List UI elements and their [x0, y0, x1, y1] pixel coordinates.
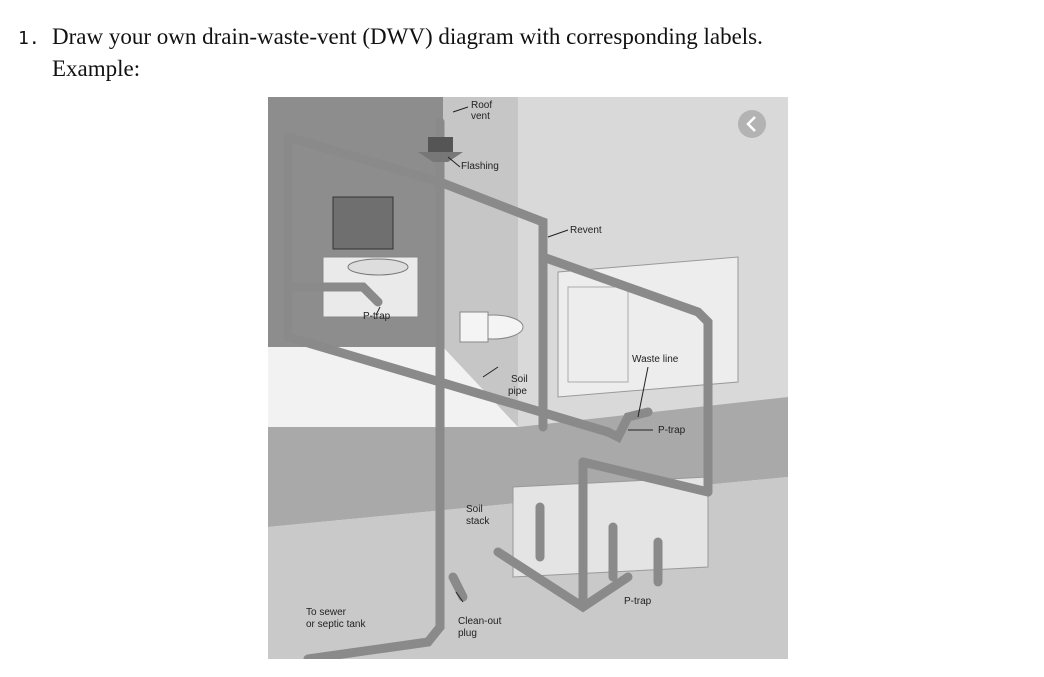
ptrap-bottom-label: P-trap — [624, 596, 652, 607]
cleanout-label-1: Clean-out — [458, 616, 502, 627]
ptrap-right-label: P-trap — [658, 425, 686, 436]
question-subtext: Example: — [52, 56, 141, 81]
soil-stack-label-1: Soil — [466, 504, 483, 515]
question — [18, 22, 763, 84]
dwv-diagram — [268, 97, 788, 659]
roof-vent-label-2: vent — [471, 111, 490, 122]
mirror — [333, 197, 393, 249]
waste-line-label: Waste line — [632, 354, 679, 365]
ptrap-left-label: P-trap — [363, 311, 391, 322]
back-button-circle — [738, 110, 766, 138]
sewer-label-1: To sewer — [306, 607, 347, 618]
question-line — [18, 22, 763, 54]
flashing-label: Flashing — [461, 161, 499, 172]
cleanout-label-2: plug — [458, 628, 477, 639]
sewer-label-2: or septic tank — [306, 619, 366, 630]
soil-stack-label-2: stack — [466, 516, 490, 527]
roof-vent-cap — [428, 137, 453, 152]
back-button[interactable] — [738, 110, 766, 138]
revent-label: Revent — [570, 225, 602, 236]
soil-pipe-label-2: pipe — [508, 386, 527, 397]
soil-pipe-label-1: Soil — [511, 374, 528, 385]
question-number: 1. — [18, 28, 40, 49]
roof-vent-label-1: Roof — [471, 100, 493, 111]
toilet-tank — [460, 312, 488, 342]
question-text: Draw your own drain-waste-vent (DWV) diagram with corresponding labels. — [52, 24, 763, 49]
sink — [348, 259, 408, 275]
